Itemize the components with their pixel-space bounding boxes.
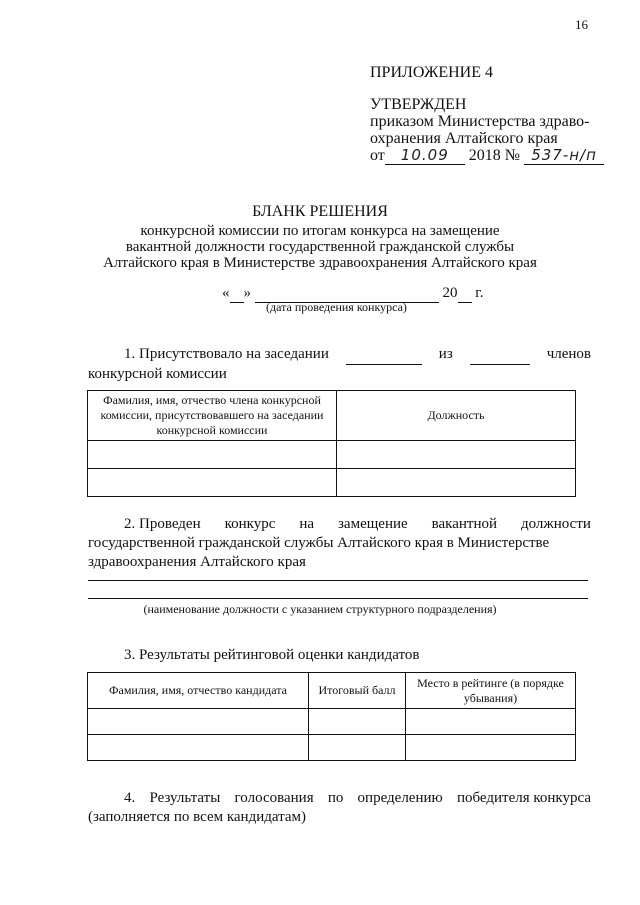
table-row: [88, 469, 576, 497]
position-field-line-1[interactable]: [88, 580, 588, 581]
rating-table: [87, 672, 576, 761]
table-row: [88, 709, 576, 735]
section-4-word: определению: [357, 790, 443, 806]
section-1: [88, 345, 591, 384]
date-year-field[interactable]: [458, 285, 472, 303]
subtitle-line-2: вакантной должности государственной гражданской службы: [125, 239, 515, 255]
date-close-quote: »: [243, 285, 251, 301]
table-cell[interactable]: [337, 469, 576, 497]
date-open-quote: «: [222, 285, 230, 301]
attended-count-field[interactable]: [346, 345, 422, 365]
section-4-word: голосования: [234, 790, 314, 806]
section-1-line-2: конкурсной комиссии: [88, 366, 227, 382]
approval-date: 10.09: [385, 147, 465, 165]
table-cell[interactable]: [88, 441, 337, 469]
section-4-line-1: [88, 789, 591, 808]
table-cell[interactable]: [406, 709, 576, 735]
approval-year: 2018 №: [468, 147, 521, 164]
section-2-word: должности: [521, 516, 591, 532]
rating-col-score: Итоговый балл: [309, 673, 406, 709]
table-cell[interactable]: [406, 735, 576, 761]
section-2: [88, 515, 591, 572]
approval-line-1: приказом Министерства здраво-: [370, 113, 590, 130]
position-caption: (наименование должности с указанием структурного подразделения): [143, 602, 497, 616]
rating-col-name: Фамилия, имя, отчество кандидата: [88, 673, 309, 709]
section-3-heading: 3. Результаты рейтинговой оценки кандидатов: [124, 647, 420, 663]
date-year-suffix: г.: [475, 285, 484, 301]
section-4-word: победителя конкурса: [456, 790, 591, 806]
approval-label: УТВЕРЖДЕН: [370, 96, 467, 113]
table-cell[interactable]: [309, 735, 406, 761]
section-4-word: 4.: [124, 790, 136, 806]
section-2-word: конкурс: [224, 516, 276, 532]
date-day-field[interactable]: [230, 285, 244, 303]
table-row: [88, 735, 576, 761]
form-subtitle: [0, 223, 640, 271]
approval-from: от: [370, 147, 385, 164]
section-2-word: на: [299, 516, 315, 532]
section-1-members: членов: [546, 346, 591, 362]
table-cell[interactable]: [309, 709, 406, 735]
approval-date-line: [370, 147, 604, 165]
members-col-name: Фамилия, имя, отчество члена конкурсной комиссии, присутствовавшего на заседании конкурсной комиссии: [88, 391, 337, 441]
members-col-position: Должность: [337, 391, 576, 441]
page-number: 16: [575, 17, 588, 32]
subtitle-line-1: конкурсной комиссии по итогам конкурса на замещение: [140, 223, 500, 239]
subtitle-line-3: Алтайского края в Министерстве здравоохранения Алтайского края: [103, 255, 537, 271]
section-1-of: из: [438, 346, 453, 362]
rating-col-place: Место в рейтинге (в порядке убывания): [406, 673, 576, 709]
section-2-word: 2. Проведен: [124, 516, 201, 532]
date-year: 20: [442, 285, 458, 301]
section-2-word: вакантной: [431, 516, 498, 532]
appendix-heading: ПРИЛОЖЕНИЕ 4: [370, 64, 494, 81]
approval-block: [370, 96, 604, 165]
table-row: [88, 441, 576, 469]
section-4-line-2: (заполняется по всем кандидатам): [88, 809, 307, 825]
section-4-word: по: [327, 790, 344, 806]
position-field-line-2[interactable]: [88, 598, 588, 599]
table-cell[interactable]: [88, 709, 309, 735]
table-cell[interactable]: [88, 735, 309, 761]
section-2-line-3: здравоохранения Алтайского края: [88, 554, 306, 570]
approval-line-2: охранения Алтайского края: [370, 130, 558, 147]
section-1-text: 1. Присутствовало на заседании: [124, 346, 329, 362]
members-table: [87, 390, 576, 497]
table-cell[interactable]: [337, 441, 576, 469]
total-count-field[interactable]: [470, 345, 530, 365]
date-caption: (дата проведения конкурса): [266, 300, 407, 314]
form-title: БЛАНК РЕШЕНИЯ: [252, 203, 388, 220]
table-cell[interactable]: [88, 469, 337, 497]
section-4-word: Результаты: [149, 790, 221, 806]
section-2-word: замещение: [338, 516, 408, 532]
section-2-line-1: [88, 515, 591, 534]
section-4: [88, 789, 591, 827]
approval-number: 537-н/п: [524, 147, 604, 165]
section-1-line-1: [88, 345, 591, 365]
section-2-line-2: государственной гражданской службы Алтайского края в Министерстве: [88, 535, 550, 551]
